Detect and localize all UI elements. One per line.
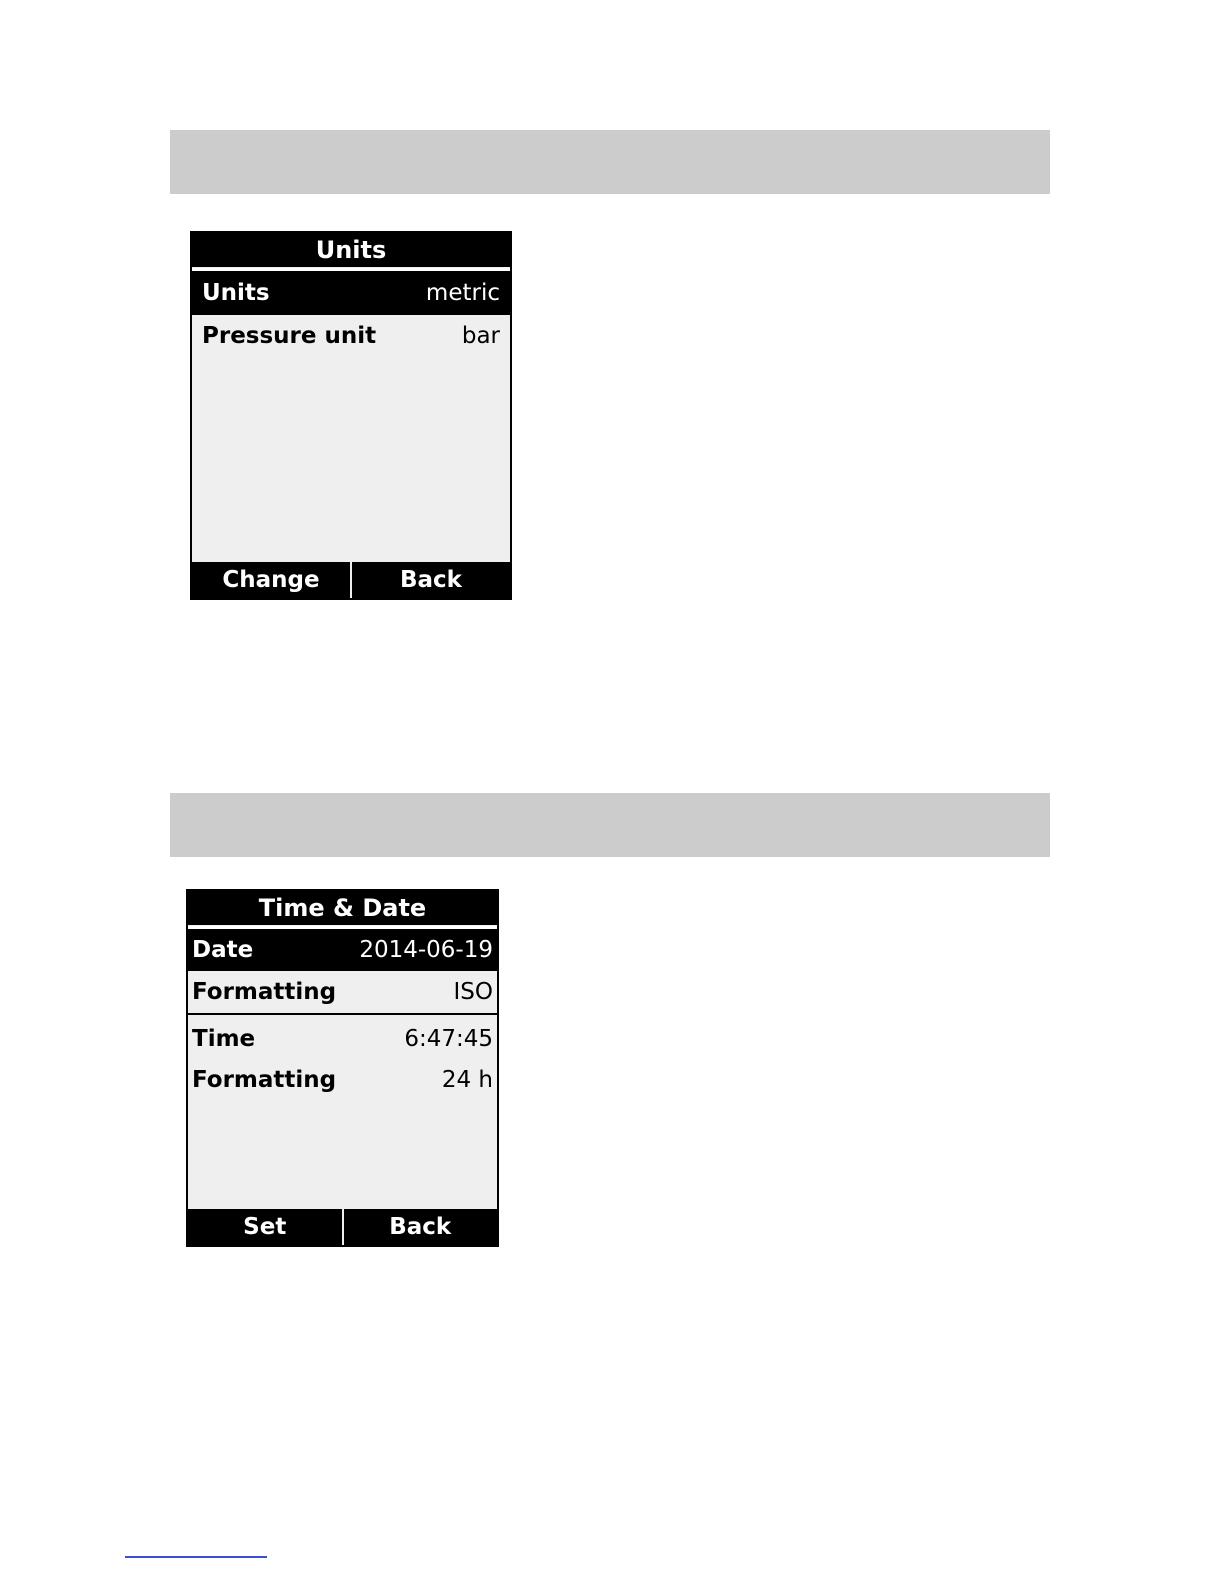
menu-item-value: 24 h [441,1067,493,1093]
menu-item-pressure-unit[interactable] [192,315,510,357]
section-header-bar [170,793,1050,857]
change-button[interactable]: Change [222,567,320,593]
menu-item-value: 6:47:45 [404,1026,493,1052]
set-button[interactable]: Set [243,1214,287,1240]
section-header-bar [170,130,1050,194]
screen-title: Units [192,233,510,267]
menu-item-label: Time [192,1026,256,1052]
menu-item-label: Formatting [192,1067,337,1093]
time-date-screen [186,889,499,1247]
softkey-bar [188,1209,497,1245]
back-button[interactable]: Back [389,1214,452,1240]
menu-item-label: Pressure unit [202,323,377,349]
menu-item-date[interactable] [188,929,497,971]
screen-title: Time & Date [188,891,497,925]
menu-item-units[interactable] [192,271,510,315]
menu-item-value: metric [425,280,500,306]
menu-item-time-formatting[interactable] [188,1059,497,1101]
units-screen [190,231,512,600]
menu-item-label: Date [192,937,254,963]
menu-item-label: Units [202,280,270,306]
back-button[interactable]: Back [400,567,462,593]
menu-item-time[interactable] [188,1015,497,1059]
menu-item-value: ISO [453,979,493,1005]
menu-item-value: 2014-06-19 [359,937,493,963]
footer-divider [125,1556,267,1558]
menu-item-label: Formatting [192,979,337,1005]
menu-item-value: bar [461,323,500,349]
menu-item-date-formatting[interactable] [188,971,497,1015]
softkey-bar [192,562,510,598]
